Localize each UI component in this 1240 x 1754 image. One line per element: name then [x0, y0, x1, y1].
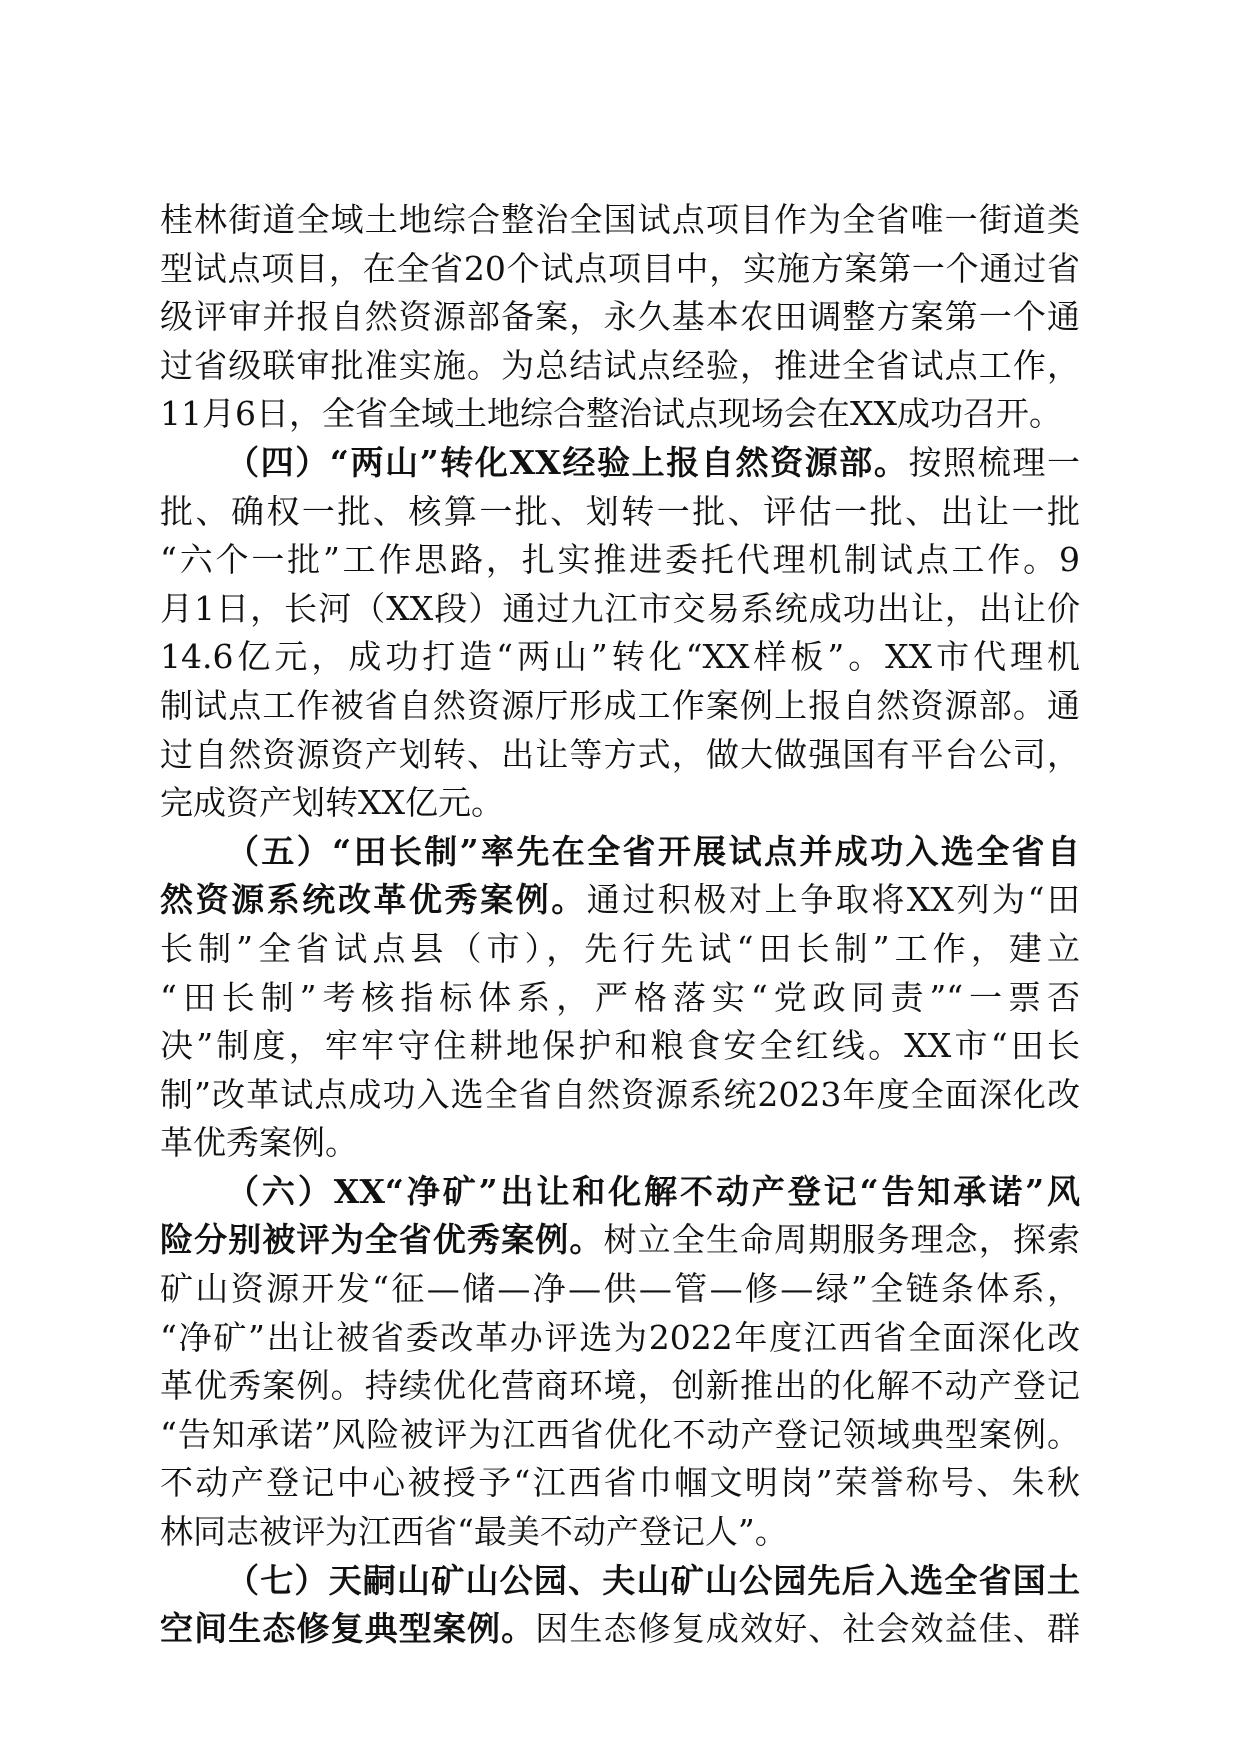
section-heading: （七）天嗣山矿山公园、夫山矿山公园先后入选全省国土 [226, 1560, 1080, 1600]
section-heading: （六）XX“净矿”出让和化解不动产登记“告知承诺”风 [226, 1171, 1080, 1211]
paragraph-text: 树立全生命周期服务理念，探索 [603, 1220, 1081, 1260]
paragraph-text: 因生态修复成效好、社会效益佳、群 [535, 1609, 1081, 1649]
section-heading: 然资源系统改革优秀案例。 [160, 880, 587, 920]
paragraph-3 [160, 828, 1080, 1168]
text-line: 制”改革试点成功入选全省自然资源系统2023年度全面深化改 [160, 1074, 1080, 1114]
text-line: 完成资产划转XX亿元。 [160, 783, 504, 823]
section-heading: 险分别被评为全省优秀案例。 [160, 1220, 604, 1260]
text-line [160, 1605, 1080, 1654]
paragraph-2 [160, 439, 1080, 828]
text-line [160, 1216, 1080, 1265]
text-line: “告知承诺”风险被评为江西省优化不动产登记领域典型案例。 [160, 1414, 1080, 1454]
text-line: 矿山资源开发“征—储—净—供—管—修—绿”全链条体系， [160, 1269, 1080, 1309]
text-line [160, 876, 1080, 925]
text-line [160, 439, 1080, 488]
document-body [160, 196, 1080, 1654]
text-line: 11月6日，全省全域土地综合整治试点现场会在XX成功召开。 [160, 394, 1062, 434]
text-line: 林同志被评为江西省“最美不动产登记人”。 [160, 1512, 788, 1552]
paragraph-text: 按照梳理一 [908, 442, 1081, 482]
text-line: 长制”全省试点县（市），先行先试“田长制”工作，建立 [160, 928, 1080, 968]
paragraph-5 [160, 1557, 1080, 1654]
paragraph-1 [160, 196, 1080, 439]
text-line: 14.6亿元，成功打造“两山”转化“XX样板”。XX市代理机 [160, 637, 1080, 677]
text-line: 决”制度，牢牢守住耕地保护和粮食安全红线。XX市“田长 [160, 1026, 1080, 1066]
paragraph-4 [160, 1168, 1080, 1557]
text-line: 型试点项目，在全省20个试点项目中，实施方案第一个通过省 [160, 248, 1080, 288]
text-line: 革优秀案例。持续优化营商环境，创新推出的化解不动产登记 [160, 1366, 1080, 1406]
text-line: 月1日，长河（XX段）通过九江市交易系统成功出让，出让价 [160, 588, 1080, 628]
section-heading: 空间生态修复典型案例。 [160, 1609, 536, 1649]
section-heading: （四）“两山”转化XX经验上报自然资源部。 [226, 442, 909, 482]
text-line: 级评审并报自然资源部备案，永久基本农田调整方案第一个通 [160, 297, 1080, 337]
paragraph-text: 通过积极对上争取将XX列为“田 [586, 880, 1081, 920]
text-line: “净矿”出让被省委改革办评选为2022年度江西省全面深化改 [160, 1317, 1080, 1357]
text-line: “田长制”考核指标体系，严格落实“党政同责”“一票否 [160, 977, 1080, 1017]
text-line: 过省级联审批准实施。为总结试点经验，推进全省试点工作， [160, 345, 1080, 385]
text-line: 批、确权一批、核算一批、划转一批、评估一批、出让一批 [160, 491, 1080, 531]
text-line: 桂林街道全域土地综合整治全国试点项目作为全省唯一街道类 [160, 200, 1080, 239]
text-line: “六个一批”工作思路，扎实推进委托代理机制试点工作。9 [160, 540, 1080, 580]
section-heading: （五）“田长制”率先在全省开展试点并成功入选全省自 [226, 831, 1080, 871]
text-line: 过自然资源资产划转、出让等方式，做大做强国有平台公司， [160, 734, 1080, 774]
text-line: 革优秀案例。 [160, 1123, 358, 1163]
text-line: 制试点工作被省自然资源厅形成工作案例上报自然资源部。通 [160, 685, 1080, 725]
text-line: 不动产登记中心被授予“江西省巾帼文明岗”荣誉称号、朱秋 [160, 1463, 1080, 1503]
